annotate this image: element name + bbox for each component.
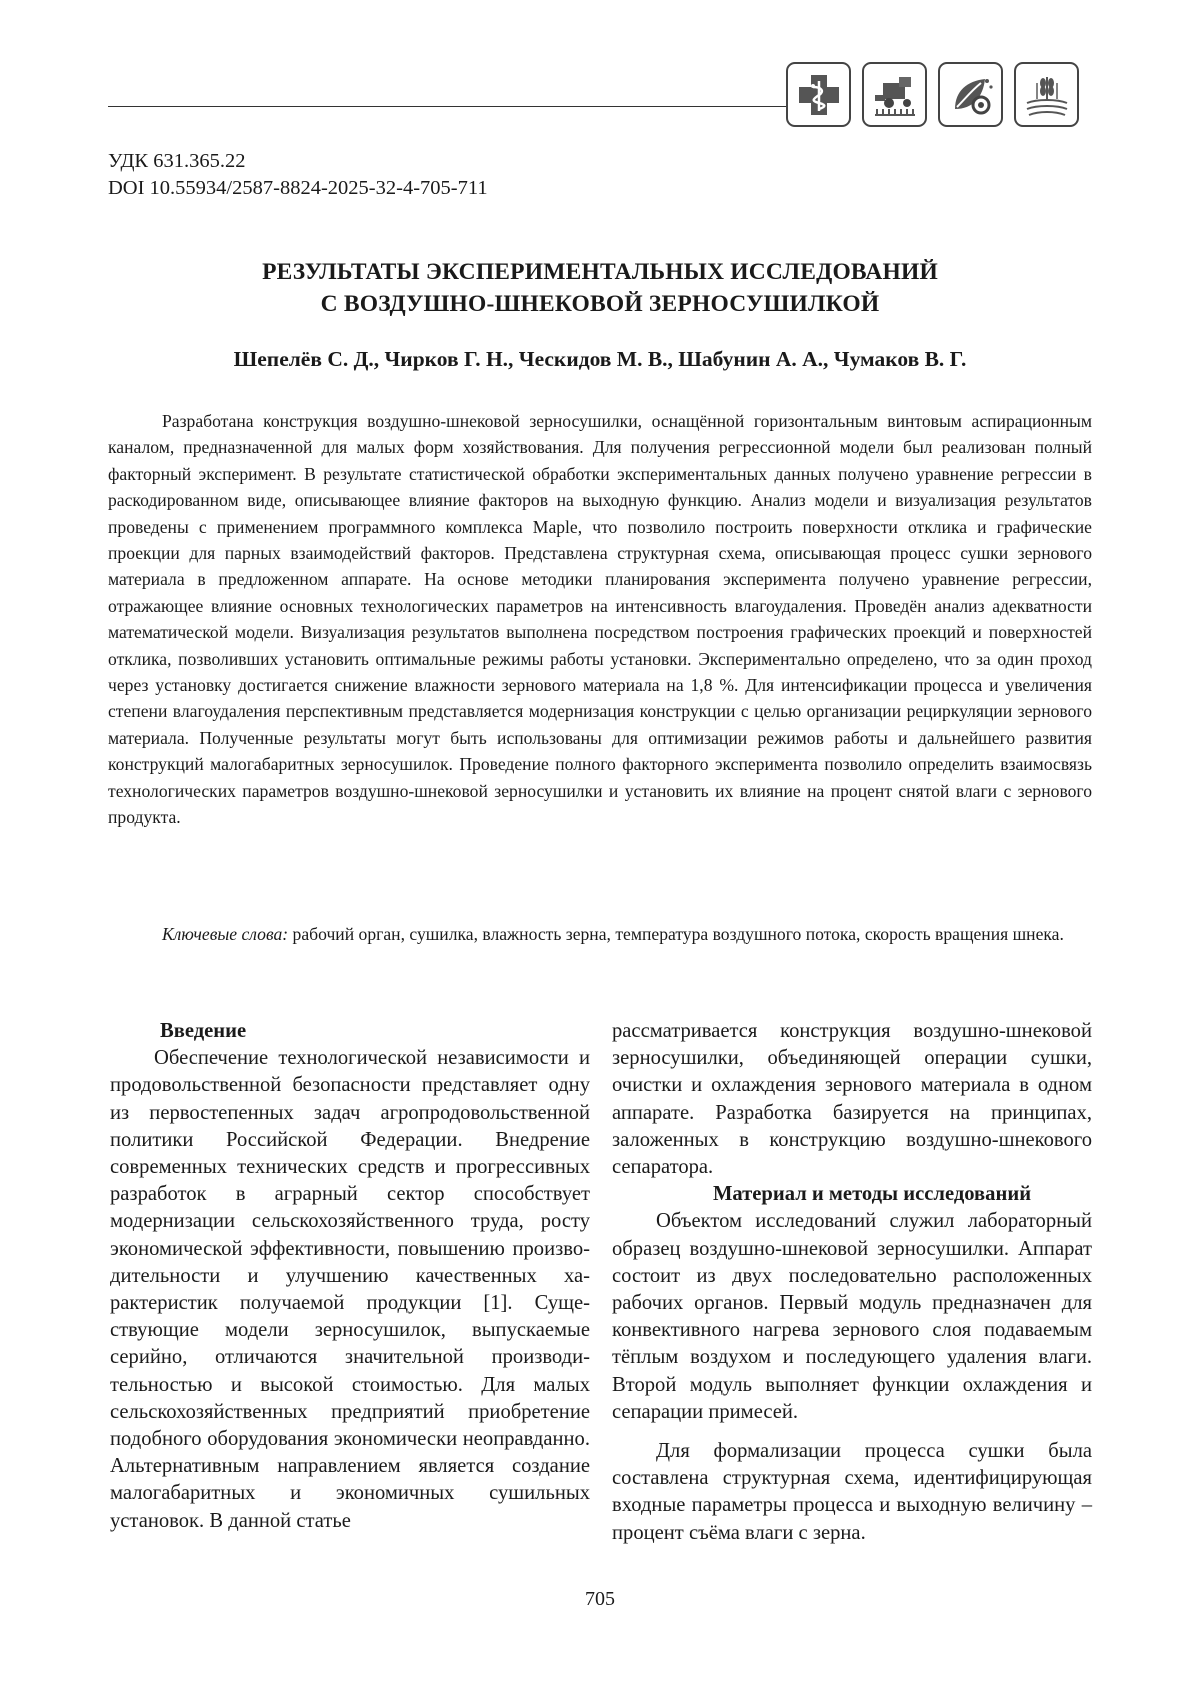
udc-code: УДК 631.365.22 xyxy=(108,150,246,172)
combine-harvester-icon xyxy=(862,62,927,127)
authors: Шепелёв С. Д., Чирков Г. Н., Ческидов М. В., Шабунин А. А., Чумаков В. Г. xyxy=(233,347,967,371)
header-rule xyxy=(108,106,818,107)
doi: DOI 10.55934/2587-8824-2025-32-4-705-711 xyxy=(108,177,488,199)
page-number: 705 xyxy=(585,1588,615,1610)
keywords-text: рабочий орган, сушилка, влажность зерна, температура воздушного потока, скорость вращения шнека. xyxy=(288,924,1064,944)
methods-paragraph-2: Для формализации процесса сушки была составлена структурная схема, идентифицирующая входные параметры процесса и выходную величину – процент съёма влаги с зерна. xyxy=(612,1440,1092,1544)
left-column xyxy=(110,1018,590,1535)
section-heading-introduction: Введение xyxy=(160,1020,247,1042)
abstract xyxy=(108,408,1092,831)
journal-icons xyxy=(786,62,1079,127)
introduction-continuation: рассматривается конструкция воздушно-шнековой зерносушилки, объединяющей операции сушки, очистки и охлаждения зернового материала в одном аппарате. Разработка базируется на принципах, заложенных в конструкцию воздушно-шнекового сепаратора. xyxy=(612,1020,1092,1179)
keywords-label: Ключевые слова: xyxy=(162,924,289,944)
keywords xyxy=(108,921,1092,947)
abstract-text: Разработана конструкция воздушно-шнековой зерносушилки, оснащённой горизонтальным винтовым аспирационным каналом, предназначенной для малых форм хозяйствования. Для получения регрессионной модели был реализован полный факторный эксперимент. В результате статистической обработки экспериментальных данных получено уравнение регрессии в раскодированном виде, описывающее влияние факторов на выходную функцию. Анализ модели и визуализация результатов проведены с применением программного комплекса Maple, что позволило построить поверхности отклика и графические проекции для парных взаимодействий факторов. Представлена структурная схема, описывающая процесс сушки зернового материала в предложенном аппарате. На основе методики планирования эксперимента получено уравнение регрессии, отражающее влияние основных технологических параметров на интенсивность влагоудаления. Проведён анализ адекватности математической модели. Визуализация результатов выполнена посредством построения графических проекций и поверхностей отклика, позволивших установить оптимальные режимы работы установки. Экспериментально определено, что за один проход через установку достигается снижение влажности зернового материала на 1,8 %. Для интенсификации процесса и увеличения степени влагоудаления перспективным представляется модернизация конструкции с целью организации рециркуляции зернового материала. Полученные результаты могут быть использованы для оптимизации режимов работы и дальнейшего развития конструкций малогабаритных зерносушилок. Проведение полного факторного эксперимента позволило определить взаимосвязь технологических параметров воздушно-шнековой зерносушилки и установить их влияние на процент снятой влаги с зернового продукта. xyxy=(108,411,1092,828)
introduction-paragraph: Обеспечение технологической независимости и продовольственной безопасности представляет одну из первостепенных задач агропродовольственной политики Российской Федерации. Внедрение современных технических средств и прогрессивных разработок в аграрный сектор способствует модернизации сельскохозяйственного труда, росту экономической эффективности, повышению производительности и улучшению качественных характеристик получаемой продукции [1]. Существующие модели зерносушилок, выпускаемые серийно, отличаются значительной производительностью и высокой стоимостью. Для малых сельскохозяйственных предприятий приобретение подобного оборудования экономически неоправданно. Альтернативным направлением является создание малогабаритных и экономичных сушильных установок. В данной статье xyxy=(110,1047,590,1532)
wheat-field-icon xyxy=(1014,62,1079,127)
section-heading-methods: Материал и методы исследований xyxy=(712,1183,1032,1206)
article-meta xyxy=(108,148,488,202)
leaf-gear-icon xyxy=(938,62,1003,127)
title-line-1: РЕЗУЛЬТАТЫ ЭКСПЕРИМЕНТАЛЬНЫХ ИССЛЕДОВАНИЙ xyxy=(262,259,938,285)
right-column xyxy=(612,1018,1092,1547)
medical-cross-snake-icon xyxy=(786,62,851,127)
methods-paragraph-1: Объектом исследований служил лабораторный образец воздушно-шнековой зерносушилки. Аппарат состоит из двух последовательно расположенных рабочих органов. Первый модуль предназначен для конвективного нагрева зернового слоя подаваемым тёплым воздухом и последующего удаления влаги. Второй модуль выполняет функции охлаждения и сепарации примесей. xyxy=(612,1210,1092,1423)
title-line-2: С ВОЗДУШНО-ШНЕКОВОЙ ЗЕРНОСУШИЛКОЙ xyxy=(320,291,880,317)
article-title xyxy=(108,256,1092,320)
